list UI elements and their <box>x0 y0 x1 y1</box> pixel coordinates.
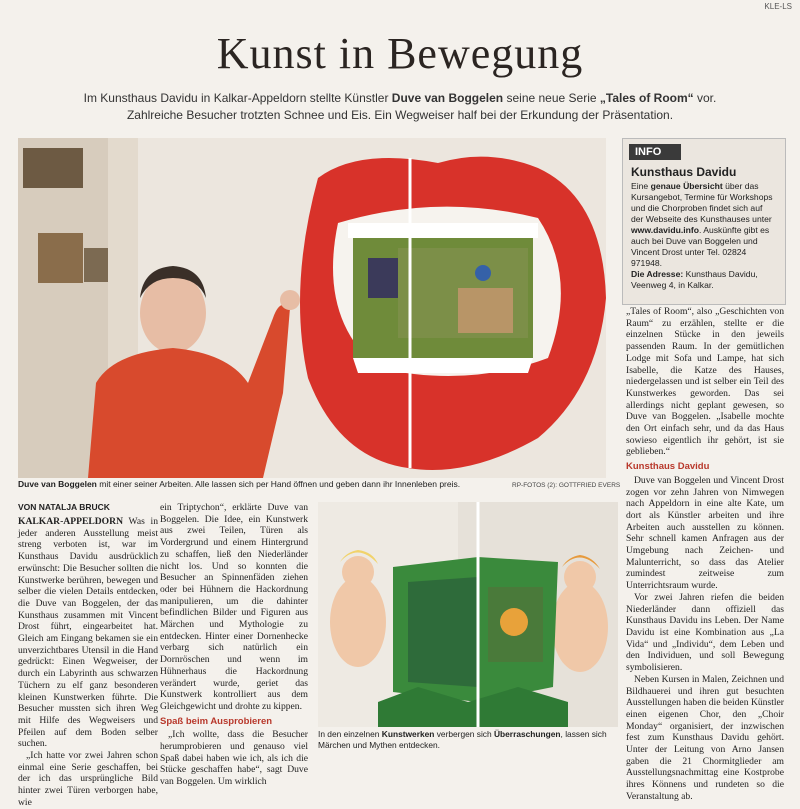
caption2-pre: In den einzelnen <box>318 729 382 739</box>
caption2-bold1: Kunstwerken <box>381 729 435 739</box>
subheadline-pre: Im Kunsthaus Davidu in Kalkar-Appeldorn stellte Künstler <box>83 91 392 105</box>
main-photo-illustration <box>18 138 606 478</box>
info-address-label: Die Adresse: <box>631 269 684 279</box>
second-photo-illustration <box>318 502 618 727</box>
info-body-post: . Auskünfte gibt es auch bei Duve van Boggelen und Vincent Drost unter Tel. 02824 971948. <box>631 225 770 268</box>
info-url: www.davidu.info <box>631 225 699 235</box>
article-column-2 <box>160 502 308 788</box>
subheadline-mid: seine neue Serie <box>503 91 600 105</box>
col3-text-b: Duve van Boggelen und Vincent Drost zogen vor zehn Jahren von Nimwegen nach Appeldorn in eine alte Kate, um dort als Künstler arbeiten und ihre Arbeiten auch ausstellen zu können. Sehr schnell kamen Anfragen aus der Umgebung nach Zeichen- und Malunterricht, so dass das Atelier zumindest zeitweise zum Unterrichtsraum wurde. <box>626 474 784 592</box>
second-photo-caption <box>318 729 618 751</box>
col3-text-d: Neben Kursen in Malen, Zeichnen und Bildhauerei und ihren gut besuchten Ausstellungen haben die beiden Künstler einen eigenen Chor, den „Choir Monday“ organisiert, der inzwischen fest zum Kunsthaus Davidu gehört. Unter der Leitung von Arno Jansen gaben die 21 Chormitglieder am Ausstellungsnachmittag eine Kostprobe ihres Könnens und rundeten so die Veranstaltung ab. <box>626 673 784 802</box>
info-body-bold: genaue Übersicht <box>650 181 723 191</box>
col2-text-b: „Ich wollte, dass die Besucher herumprobieren und genauso viel Spaß dabei haben wie ich, als ich die Stücke geschaffen habe“, sagt Duve van Boggelen. Um wirklich <box>160 729 308 788</box>
col3-text: „Tales of Room“, also „Geschichten von Raum“ zu erzählen, stellte er die einzelnen Stücke in den jeweils passenden Raum. In der gemütlichen Lodge mit Sofa und Lampe, hat sich Isabelle, die Katze des Hauses, niedergelassen und ist selber ein Teil des Kunstwerkes geworden. Das sei allerdings nicht geplant gewesen, so Duve van Boggelen. „Isabelle mochte den Ort einfach sehr, und da das Haus sowieso eigentlich ihr gehört, ist sie geblieben.“ <box>626 306 784 458</box>
subhead-2: Kunsthaus Davidu <box>626 461 710 473</box>
subheadline-post: vor. Zahlreiche Besucher trotzten Schnee und Eis. Ein Wegweiser half bei der Erkundung der Präsentation. <box>126 91 717 122</box>
author-line: VON NATALJA BRUCK <box>18 502 110 512</box>
subheadline-series: „Tales of Room“ <box>599 91 694 105</box>
info-address: Kunsthaus Davidu, Veenweg 4, in Kalkar. <box>631 269 758 290</box>
col3-text-c: Vor zwei Jahren riefen die beiden Niederländer dann offiziell das Kunsthaus Davidu ins Leben. Der Name Davidu ist eine Kombination aus „La Vida“ und „Individu“, dem Leben und den Individuen, und soll Bewegung symbolisieren. <box>626 591 784 674</box>
info-heading: Kunsthaus Davidu <box>631 165 737 179</box>
info-box <box>622 138 786 305</box>
info-body <box>631 181 777 291</box>
col1-text-b: „Ich hatte vor zwei Jahren schon einmal eine Serie geschaffen, bei der ich das ursprüngliche Bild hinter zwei Türen verborgen habe, wie <box>18 750 158 808</box>
page-code: KLE-LS <box>764 2 792 11</box>
second-photo <box>318 502 618 727</box>
article-column-1 <box>18 516 158 809</box>
headline: Kunst in Bewegung <box>216 29 584 78</box>
dateline: KALKAR-APPELDORN <box>18 516 123 527</box>
subhead-1: Spaß beim Ausprobieren <box>160 715 273 727</box>
col2-text: ein Triptychon“, erklärte Duve van Boggelen. Die Idee, ein Kunstwerk aus zwei Teilen, Türen als Vordergrund und einem Hintergrund zu schaffen, ließ den Niederländer nicht los. Und so konnten die Besucher an Spinnenfäden ziehen oder bei Hühnern die Hackordnung manipulieren, um die dahinter befindlichen Bilder und Figuren aus Märchen und Mythologie zu entdecken. Hinter einer Dornenhecke verbarg sich natürlich ein Dornröschen und wenn im Hühnerhaus die Hackordnung verändert wurde, geriet das Kunstwerk kontrolliert aus dem Gleichgewicht und drohte zu kippen. <box>160 502 308 712</box>
caption-text: mit einer seiner Arbeiten. Alle lassen sich per Hand öffnen und geben dann ihr Innenleben preis. <box>96 479 461 489</box>
main-photo <box>18 138 606 478</box>
caption-bold: Duve van Boggelen <box>18 479 97 489</box>
caption2-bold2: Überraschungen <box>493 729 561 739</box>
main-photo-caption <box>18 479 478 489</box>
subheadline <box>80 90 720 124</box>
info-label: INFO <box>629 144 681 160</box>
article-column-3 <box>626 306 784 803</box>
col1-text: Was in jeder anderen Ausstellung meist streng verboten ist, war im Kunsthaus Davidu ausdrücklich erwünscht: Die Besucher sollten die Kunstwerke berühren, bewegen und selber die vielen Details entdecken, die Duve van Boggelen, der das Kunsthaus zusammen mit Vincent Drost führt, eingearbeitet hat. Gleich am Eingang bekamen sie ein unverzichtbares Utensil in die Hand gedrückt: Einen Wegweiser, der durch ein Labyrinth aus schwarzen Tüchern zu elf ganz besonderen kleinen Kunstwerken führte. Die Besucher mussten sich ihren Weg mit Hilfe des Wegweisers und Pfeilen auf dem Boden selber suchen. <box>18 516 158 750</box>
caption2-mid: verbergen sich <box>434 729 494 739</box>
subheadline-artist: Duve van Boggelen <box>391 91 504 105</box>
info-body-mid: über das Kursangebot, Termine für Workshops und die Chorproben findet sich auf der Webseite des Kunsthauses unter <box>631 181 773 224</box>
info-body-pre: Eine <box>631 181 651 191</box>
caption2-post: , lassen sich Märchen und Mythen entdecken. <box>318 729 607 750</box>
photo-credit: RP-FOTOS (2): GOTTFRIED EVERS <box>512 482 621 489</box>
